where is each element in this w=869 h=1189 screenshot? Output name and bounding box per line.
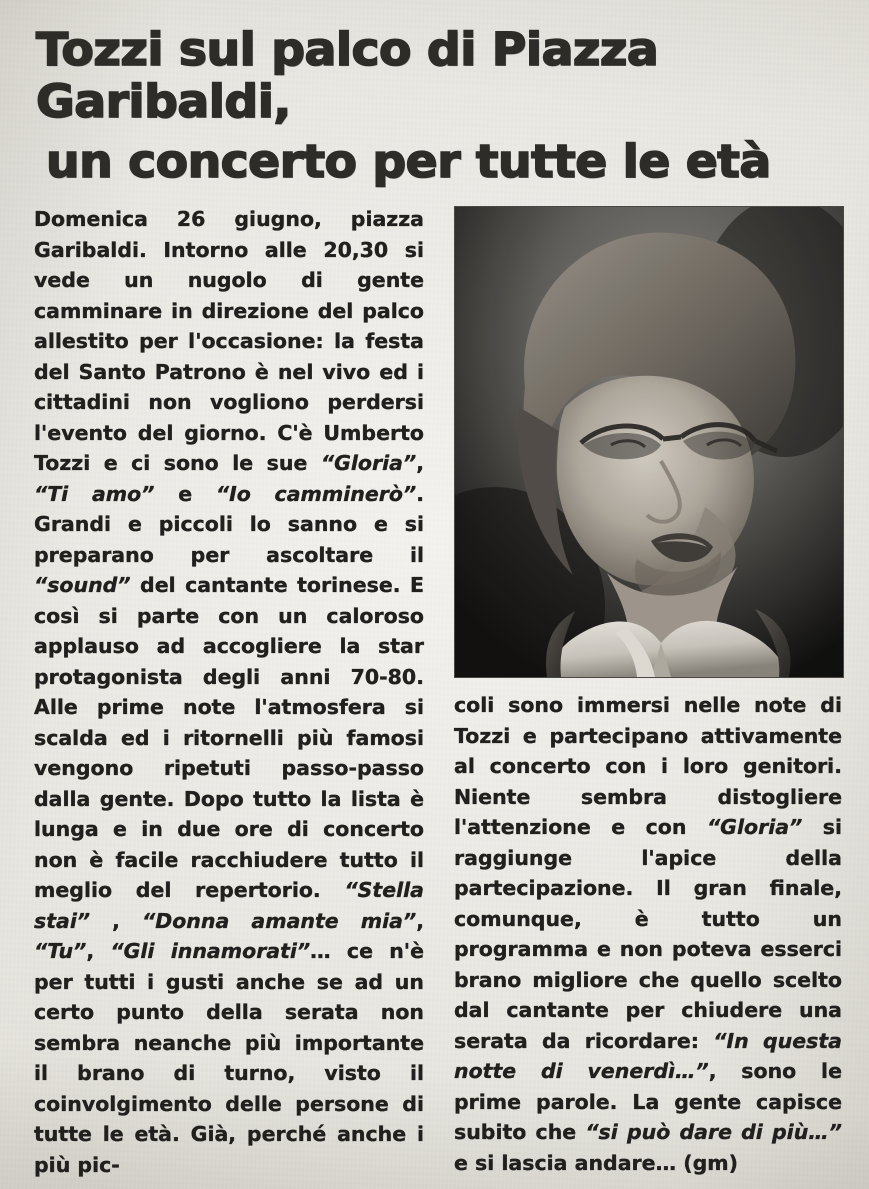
song-lyric-in-questa-notte: “In questa notte di venerdì…” — [454, 1028, 842, 1083]
photo-illustration — [455, 207, 843, 677]
umberto-tozzi-photo — [454, 206, 844, 678]
song-title-gli-innamorati: “Gli innamorati” — [110, 939, 311, 963]
song-title-gloria: “Gloria” — [320, 451, 417, 475]
page-title-line-1: Tozzi sul palco di Piazza Garibaldi, — [36, 23, 659, 128]
song-title-stella-stai: “Stella stai” — [34, 878, 424, 933]
paragraph-right — [454, 690, 842, 1178]
text-run: , — [416, 451, 424, 475]
text-run: , sono le prime parole. La gente capisce subito che — [454, 1059, 842, 1144]
text-run: , — [86, 939, 111, 963]
text-run: , — [90, 908, 142, 933]
text-run: … ce n'è per tutti i gusti anche se ad un certo punto della serata non sembra neanche più importante il brano di turno, visto il coinvolgimento delle persone di tutte le età. Già, perché anche i più pic- — [34, 939, 424, 1177]
text-run: . Grandi e piccoli lo sanno e si preparano per ascoltare il — [34, 481, 424, 567]
song-title-ti-amo: “Ti amo” — [34, 481, 155, 506]
text-run: , — [416, 908, 424, 933]
text-run: Domenica 26 giugno, piazza Garibaldi. Intorno alle 20,30 si vede un nugolo di gente camminare in direzione del palco allestito per l'occasione: la festa del Santo Patrono è nel vivo ed i cittadini non vogliono perdersi l'evento del giorno. C'è Umberto Tozzi e ci sono le sue — [34, 207, 424, 475]
song-title-tu: “Tu” — [34, 939, 87, 963]
text-run: si raggiunge l'apice della partecipazione. Il gran finale, comunque, è tutto un programma e non poteva esserci brano migliore che quello scelto dal cantante per chiudere una serata da ricordare: — [454, 815, 842, 1053]
text-run: e si lascia andare… — [454, 1150, 684, 1175]
text-run: coli sono immersi nelle note di Tozzi e partecipano attivamente al concerto con i loro genitori. Niente sembra distogliere l'attenzione e con — [454, 693, 842, 839]
article-column-right — [454, 690, 842, 1178]
article-content — [30, 18, 842, 1177]
text-run: e — [154, 481, 216, 506]
paragraph-left — [34, 204, 424, 1180]
song-title-gloria-2: “Gloria” — [706, 815, 803, 839]
song-title-io-camminero: “Io camminerò” — [215, 481, 417, 506]
article-column-left — [34, 204, 424, 1180]
text-run: del cantante torinese. E così si parte con un caloroso applauso ad accogliere la star protagonista degli anni 70-80. Alle prime note l'atmosfera si scalda ed i ritornelli più famosi vengono ripetuti passo-passo dalla gente. Dopo tutto la lista è lunga e in due ore di concerto non è facile racchiudere tutto il meglio del repertorio. — [34, 573, 424, 902]
page-title-line-2: un concerto per tutte le età — [46, 135, 771, 188]
quoted-word-sound: “sound” — [34, 573, 131, 597]
song-title-donna-amante-mia: “Donna amante mia” — [142, 908, 417, 933]
song-title-si-puo-dare-di-piu: “si può dare di più…” — [585, 1120, 842, 1144]
byline: (gm) — [683, 1150, 738, 1175]
